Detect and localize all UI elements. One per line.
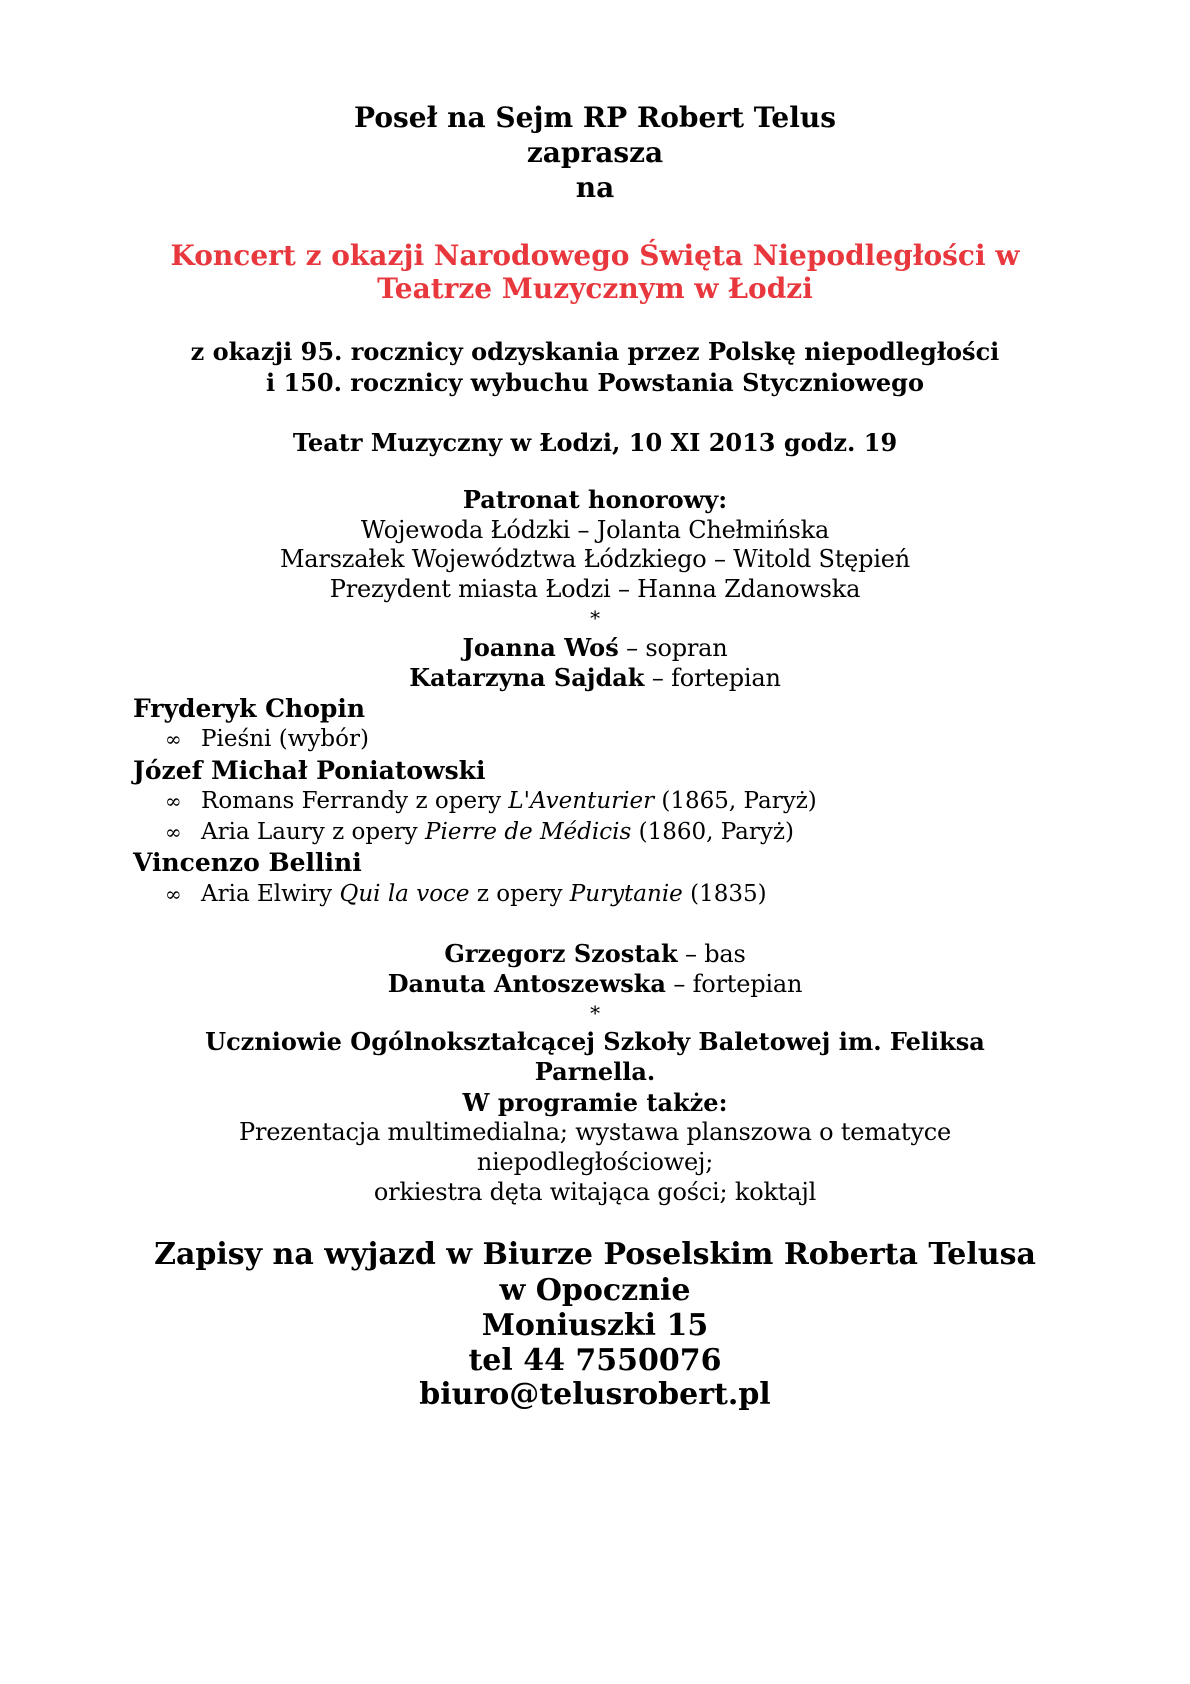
performer-role: – fortepian: [644, 664, 781, 692]
performer-name: Katarzyna Sajdak: [409, 663, 645, 692]
separator-asterisk: *: [590, 606, 600, 630]
composer-name: Fryderyk Chopin: [133, 694, 366, 723]
program-item: [165, 728, 1190, 751]
to-line: na: [575, 171, 615, 204]
also-line-2: niepodległościowej;: [476, 1148, 714, 1176]
work-text: Romans Ferrandy z opery: [201, 788, 509, 814]
aria-title: Qui la voce: [339, 881, 470, 907]
work-text: (1865, Paryż): [654, 788, 817, 814]
performer-role: – sopran: [618, 634, 728, 662]
composer-name: Józef Michał Poniatowski: [133, 756, 486, 785]
registration-line-2: w Opocznie: [499, 1273, 691, 1308]
performer-row: [0, 969, 1190, 998]
composer-name: Vincenzo Bellini: [133, 848, 362, 877]
performer-row: [0, 663, 1190, 692]
registration-address: Moniuszki 15: [481, 1308, 709, 1343]
work-text: z opery: [469, 881, 570, 907]
performer-row: [0, 939, 1190, 968]
opera-title: Pierre de Médicis: [425, 819, 632, 845]
also-line-1: Prezentacja multimedialna; wystawa planszowa o tematyce: [239, 1118, 951, 1146]
separator-asterisk: *: [590, 1001, 600, 1025]
registration-phone: tel 44 7550076: [468, 1343, 722, 1378]
program-item: [165, 883, 1190, 906]
infinity-bullet-icon: ∞: [165, 789, 182, 813]
patron-2: Marszałek Województwa Łódzkiego – Witold Stępień: [279, 545, 911, 573]
also-line-3: orkiestra dęta witająca gości; koktajl: [373, 1178, 817, 1206]
ballet-line-1: Uczniowie Ogólnokształcącej Szkoły Baletowej im. Feliksa: [205, 1027, 985, 1056]
performer-name: Grzegorz Szostak: [444, 939, 678, 968]
patron-1: Wojewoda Łódzki – Jolanta Chełmińska: [360, 516, 830, 544]
event-title-line-1: Koncert z okazji Narodowego Święta Niepodległości w: [170, 239, 1020, 272]
also-heading: W programie także:: [462, 1088, 728, 1117]
event-title-line-2: Teatrze Muzycznym w Łodzi: [377, 272, 813, 305]
infinity-bullet-icon: ∞: [165, 727, 182, 751]
program-item: [165, 821, 1190, 844]
performer-row: [0, 633, 1190, 662]
performer-role: – fortepian: [665, 970, 803, 998]
patronage-heading: Patronat honorowy:: [462, 485, 728, 514]
registration-email[interactable]: biuro@telusrobert.pl: [419, 1377, 771, 1412]
registration-line-1: Zapisy na wyjazd w Biurze Poselskim Roberta Telusa: [154, 1237, 1036, 1272]
performer-name: Joanna Woś: [462, 633, 619, 662]
work-text: Aria Elwiry: [201, 881, 340, 907]
work-text: Aria Laury z opery: [201, 819, 425, 845]
opera-title: Purytanie: [569, 881, 683, 907]
inviter-line: Poseł na Sejm RP Robert Telus: [354, 101, 836, 134]
infinity-bullet-icon: ∞: [165, 882, 182, 906]
work-text: (1835): [682, 881, 767, 907]
patron-3: Prezydent miasta Łodzi – Hanna Zdanowska: [329, 575, 861, 603]
work-text: Pieśni (wybór): [201, 726, 369, 752]
invites-line: zaprasza: [526, 136, 664, 169]
ballet-line-2: Parnella.: [534, 1057, 656, 1086]
venue-date: Teatr Muzyczny w Łodzi, 10 XI 2013 godz. 19: [292, 428, 898, 457]
infinity-bullet-icon: ∞: [165, 820, 182, 844]
occasion-line-2: i 150. rocznicy wybuchu Powstania Styczniowego: [266, 368, 924, 397]
performer-name: Danuta Antoszewska: [387, 969, 666, 998]
program-item: [165, 790, 1190, 813]
work-text: (1860, Paryż): [631, 819, 794, 845]
occasion-line-1: z okazji 95. rocznicy odzyskania przez Polskę niepodległości: [190, 337, 1000, 366]
performer-role: – bas: [677, 940, 746, 968]
opera-title: L'Aventurier: [508, 788, 655, 814]
